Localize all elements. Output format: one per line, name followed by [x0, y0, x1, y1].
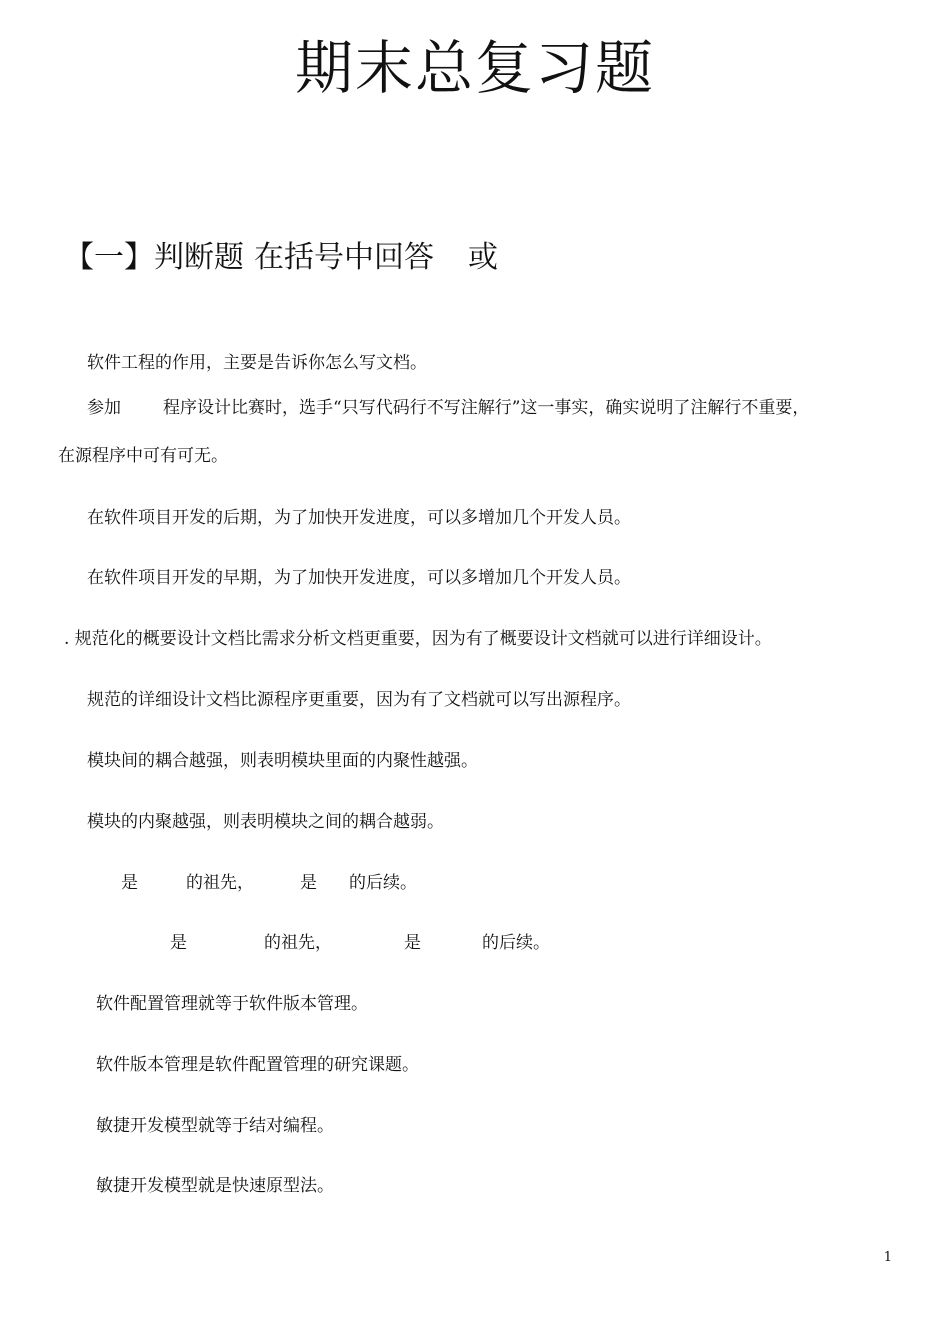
question-9-c: 是 [300, 873, 317, 893]
section-heading-part3: 或 [468, 240, 498, 275]
question-6: 规范的详细设计文档比源程序更重要，因为有了文档就可以写出源程序。 [87, 690, 631, 710]
question-9 [121, 870, 417, 896]
section-heading-part2: 在括号中回答 [254, 240, 434, 275]
question-2 [87, 395, 809, 421]
section-heading [64, 236, 498, 280]
question-7: 模块间的耦合越强，则表明模块里面的内聚性越强。 [87, 751, 478, 771]
page-number: 1 [883, 1250, 892, 1265]
question-13: 敏捷开发模型就等于结对编程。 [96, 1116, 334, 1136]
question-10-a: 是 [170, 933, 187, 953]
question-8: 模块的内聚越强，则表明模块之间的耦合越弱。 [87, 812, 444, 832]
question-10-d: 的后续。 [482, 933, 550, 953]
question-14: 敏捷开发模型就是快速原型法。 [96, 1176, 334, 1196]
question-9-b: 的祖先， [186, 873, 254, 893]
question-9-d: 的后续。 [349, 873, 417, 893]
question-2-continued: 在源程序中可有可无。 [58, 446, 228, 466]
question-12: 软件版本管理是软件配置管理的研究课题。 [96, 1055, 419, 1075]
question-2-rest: 程序设计比赛时，选手“只写代码行不写注解行”这一事实，确实说明了注解行不重要， [163, 398, 810, 418]
question-2-start: 参加 [87, 398, 121, 418]
question-3: 在软件项目开发的后期，为了加快开发进度，可以多增加几个开发人员。 [87, 508, 631, 528]
question-11: 软件配置管理就等于软件版本管理。 [96, 994, 368, 1014]
page-title: 期末总复习题 [294, 34, 655, 102]
question-5: . 规范化的概要设计文档比需求分析文档更重要，因为有了概要设计文档就可以进行详细设计。 [64, 629, 772, 649]
question-4: 在软件项目开发的早期，为了加快开发进度，可以多增加几个开发人员。 [87, 568, 631, 588]
question-10 [170, 930, 550, 956]
section-heading-part1: 【一】判断题 [64, 240, 244, 275]
question-9-a: 是 [121, 873, 138, 893]
question-1: 软件工程的作用，主要是告诉你怎么写文档。 [87, 353, 427, 373]
question-10-c: 是 [404, 933, 421, 953]
question-10-b: 的祖先， [264, 933, 332, 953]
